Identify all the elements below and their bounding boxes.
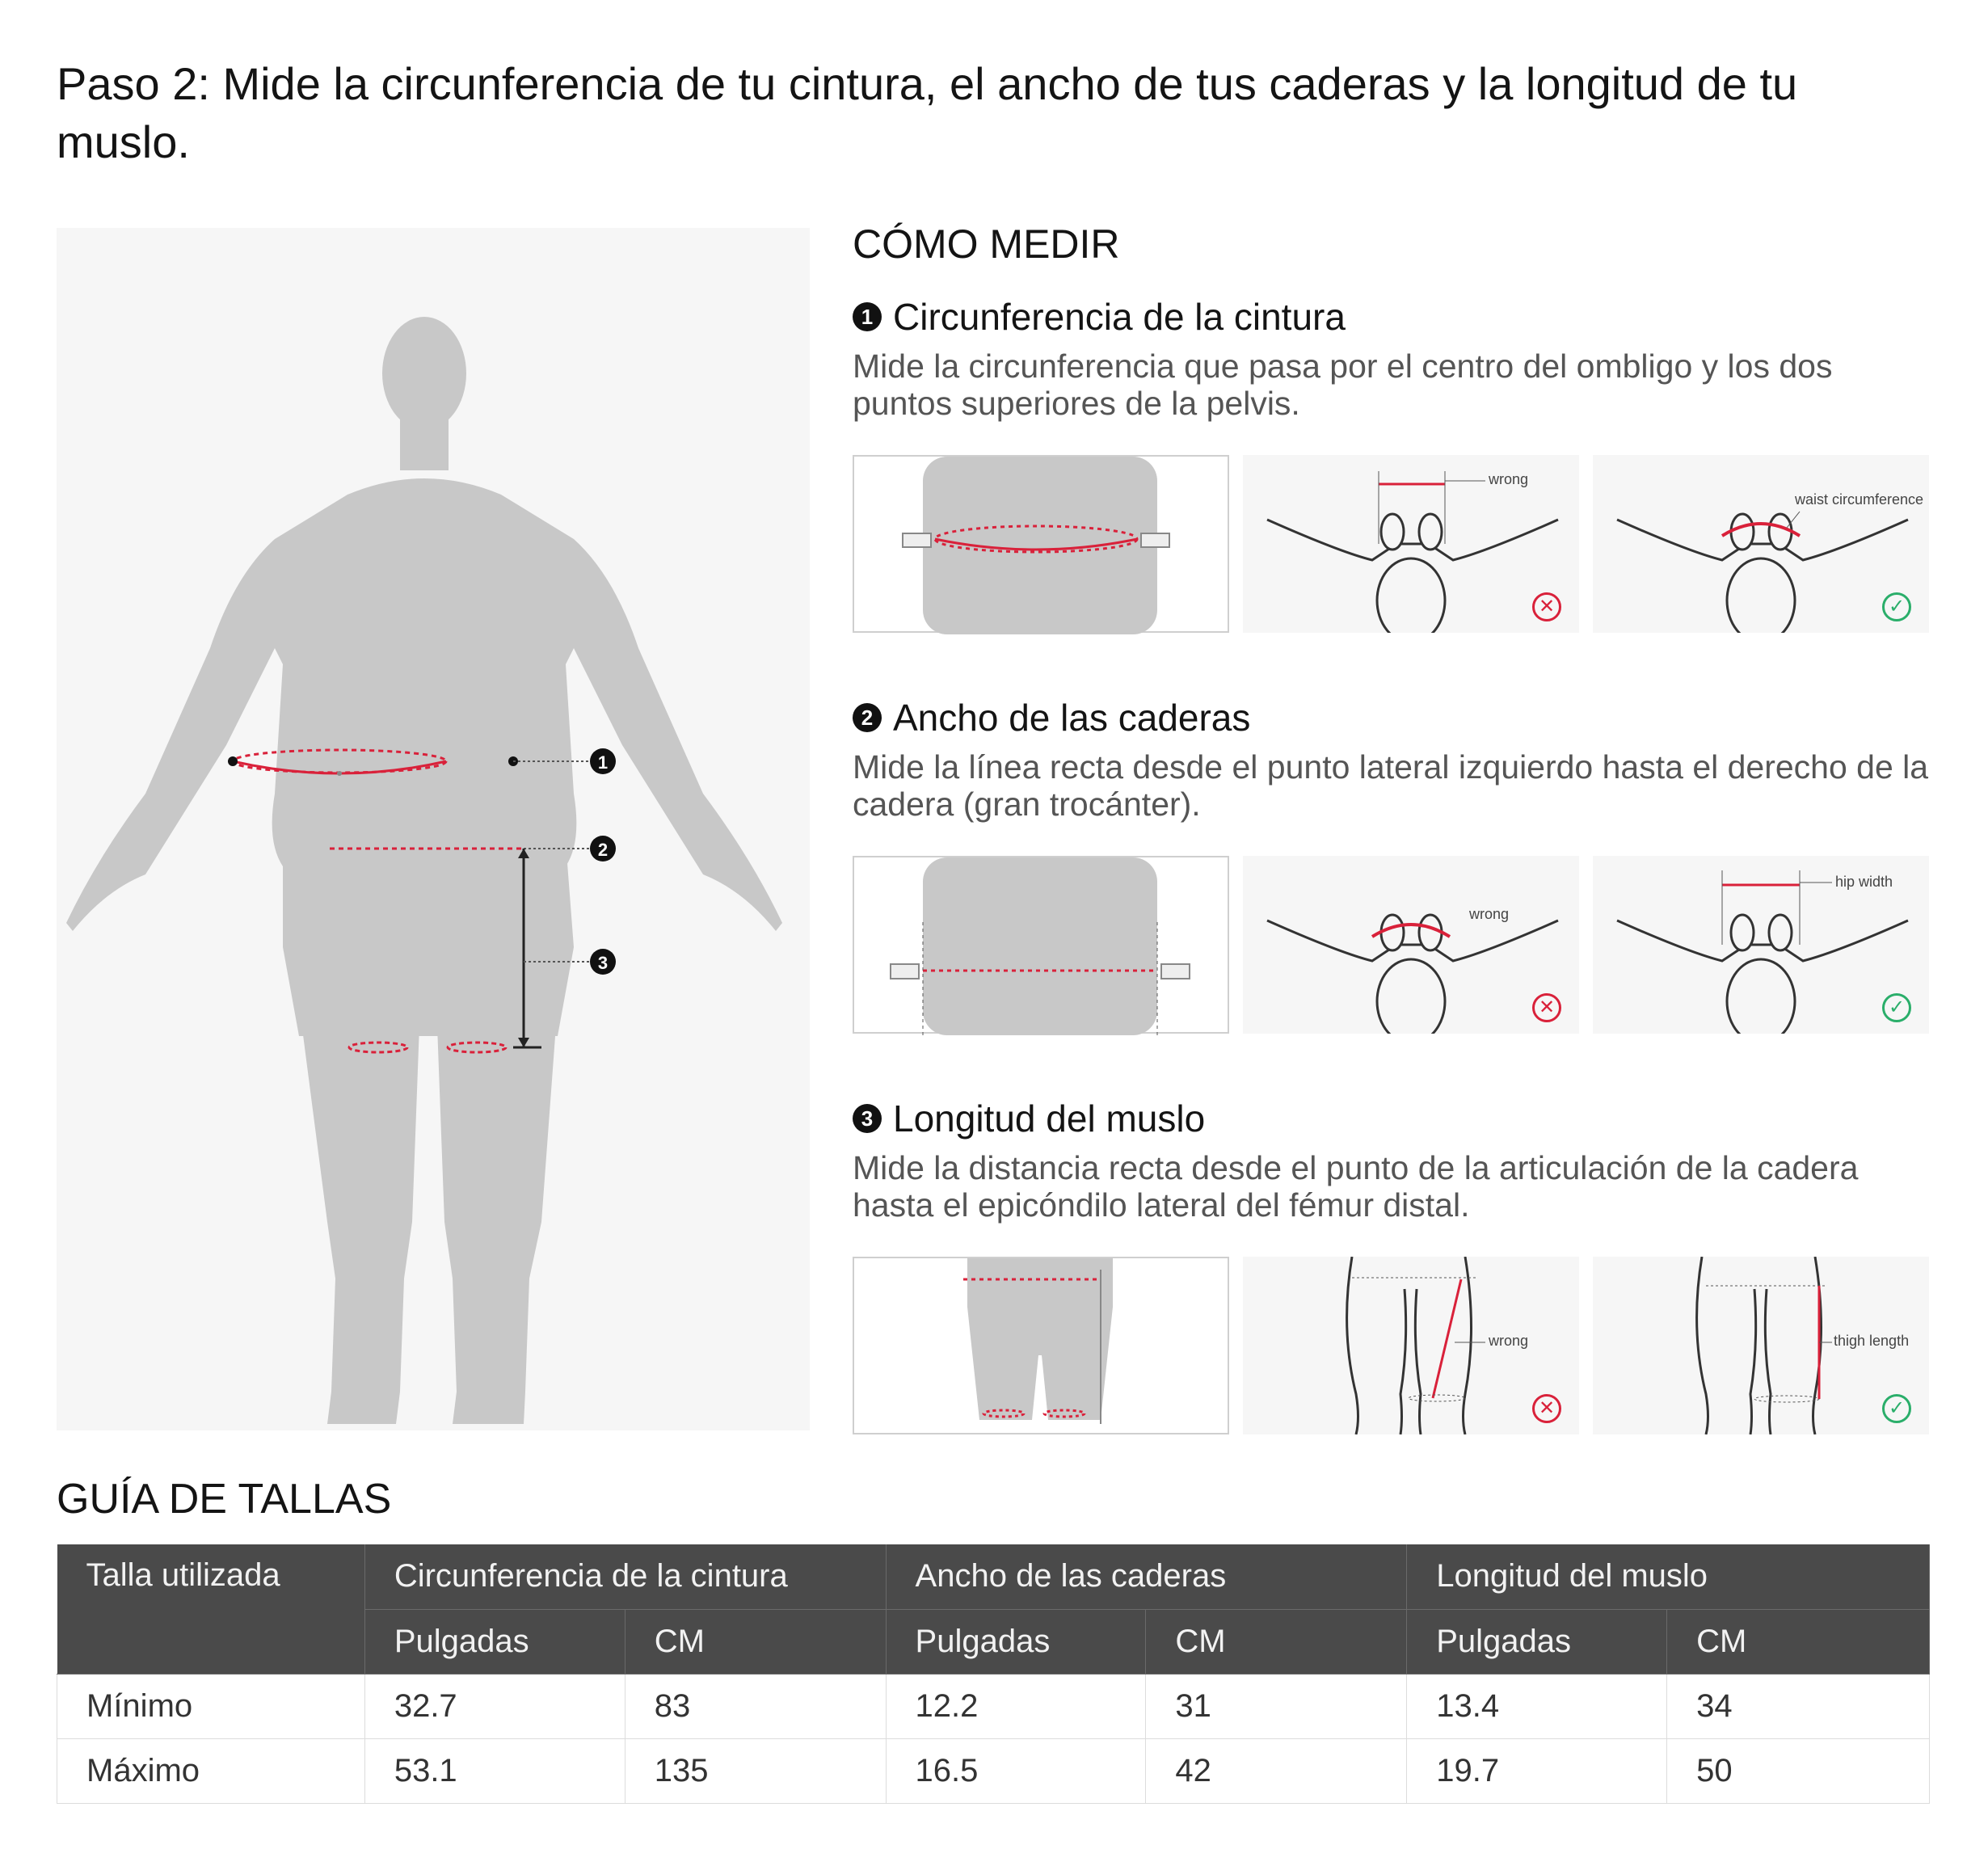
table-cell: 31: [1146, 1674, 1407, 1738]
waist-arrow: [337, 771, 342, 776]
right-label: waist circumference: [1795, 491, 1924, 508]
table-cell: 50: [1667, 1738, 1930, 1803]
step-title: Longitud del muslo: [893, 1097, 1206, 1140]
table-cell: 34: [1667, 1674, 1930, 1738]
body-silhouette-illustration: [57, 228, 810, 1430]
table-group-header: Longitud del muslo: [1407, 1544, 1930, 1609]
right-label: hip width: [1835, 874, 1893, 890]
svg-text:3: 3: [597, 953, 609, 973]
table-cell: 16.5: [886, 1738, 1146, 1803]
table-corner-header: Talla utilizada: [57, 1544, 365, 1674]
wrong-label: wrong: [1469, 906, 1510, 922]
check-icon: ✓: [1882, 1394, 1911, 1423]
table-unit-header: CM: [1146, 1609, 1407, 1674]
table-cell: 19.7: [1407, 1738, 1667, 1803]
table-row-label: Mínimo: [57, 1674, 365, 1738]
thigh-front-illustration: [853, 1257, 1229, 1434]
waist-illustrations: [853, 455, 1929, 633]
table-header-row: [57, 1544, 1930, 1609]
right-label: thigh length: [1834, 1333, 1910, 1349]
table-row-label: Máximo: [57, 1738, 365, 1803]
step-number-badge: 1: [853, 302, 882, 331]
figure-marker-1: [590, 748, 616, 774]
table-cell: 32.7: [364, 1674, 625, 1738]
thigh-right-illustration: [1593, 1257, 1929, 1434]
body-figure-panel: [57, 228, 810, 1430]
how-to-title: CÓMO MEDIR: [853, 221, 1120, 267]
table-unit-header: Pulgadas: [886, 1609, 1146, 1674]
waist-left-point: [228, 756, 238, 766]
table-unit-header: CM: [1667, 1609, 1930, 1674]
step-thigh: [853, 1094, 1935, 1224]
step-title: Ancho de las caderas: [893, 697, 1251, 739]
wrong-x-icon: ✕: [1532, 993, 1561, 1022]
table-cell: 135: [625, 1738, 886, 1803]
table-row: [57, 1738, 1930, 1803]
table-unit-header: Pulgadas: [1407, 1609, 1667, 1674]
table-row: [57, 1674, 1930, 1738]
waist-right-illustration: [1593, 455, 1929, 633]
step-hips: [853, 693, 1935, 823]
size-guide-table: [57, 1544, 1930, 1804]
size-guide-title: GUÍA DE TALLAS: [57, 1476, 392, 1523]
hip-wrong-illustration: [1243, 856, 1579, 1034]
step-number-badge: 2: [853, 703, 882, 732]
table-cell: 53.1: [364, 1738, 625, 1803]
step-number-badge: 3: [853, 1104, 882, 1133]
check-icon: ✓: [1882, 993, 1911, 1022]
step-waist: [853, 293, 1935, 422]
figure-marker-2: [590, 836, 616, 861]
table-group-header: Circunferencia de la cintura: [364, 1544, 886, 1609]
figure-marker-3: [590, 949, 616, 975]
step-title: Circunferencia de la cintura: [893, 296, 1346, 338]
table-unit-header: Pulgadas: [364, 1609, 625, 1674]
table-unit-header: CM: [625, 1609, 886, 1674]
table-group-header: Ancho de las caderas: [886, 1544, 1407, 1609]
waist-front-illustration: [853, 455, 1229, 633]
hip-illustrations: [853, 856, 1929, 1034]
step-description: Mide la distancia recta desde el punto de la articulación de la cadera hasta el epicóndilo lateral del fémur distal.: [853, 1149, 1859, 1224]
table-cell: 83: [625, 1674, 886, 1738]
thigh-illustrations: [853, 1257, 1929, 1434]
waist-wrong-illustration: [1243, 455, 1579, 633]
body-silhouette: [66, 317, 782, 1424]
table-cell: 12.2: [886, 1674, 1146, 1738]
thigh-wrong-illustration: [1243, 1257, 1579, 1434]
page-heading: Paso 2: Mide la circunferencia de tu cintura, el ancho de tus caderas y la longitud de tu muslo.: [57, 58, 1798, 167]
step-description: Mide la línea recta desde el punto lateral izquierdo hasta el derecho de la cadera (gran trocánter).: [853, 748, 1929, 823]
check-icon: ✓: [1882, 592, 1911, 621]
hip-front-illustration: [853, 856, 1229, 1034]
wrong-x-icon: ✕: [1532, 592, 1561, 621]
step-description: Mide la circunferencia que pasa por el centro del ombligo y los dos puntos superiores de la pelvis.: [853, 348, 1833, 422]
wrong-label: wrong: [1489, 471, 1529, 487]
wrong-label: wrong: [1489, 1333, 1529, 1349]
table-cell: 42: [1146, 1738, 1407, 1803]
table-cell: 13.4: [1407, 1674, 1667, 1738]
hip-right-illustration: [1593, 856, 1929, 1034]
svg-text:1: 1: [597, 752, 609, 773]
wrong-x-icon: ✕: [1532, 1394, 1561, 1423]
svg-text:2: 2: [597, 840, 609, 860]
